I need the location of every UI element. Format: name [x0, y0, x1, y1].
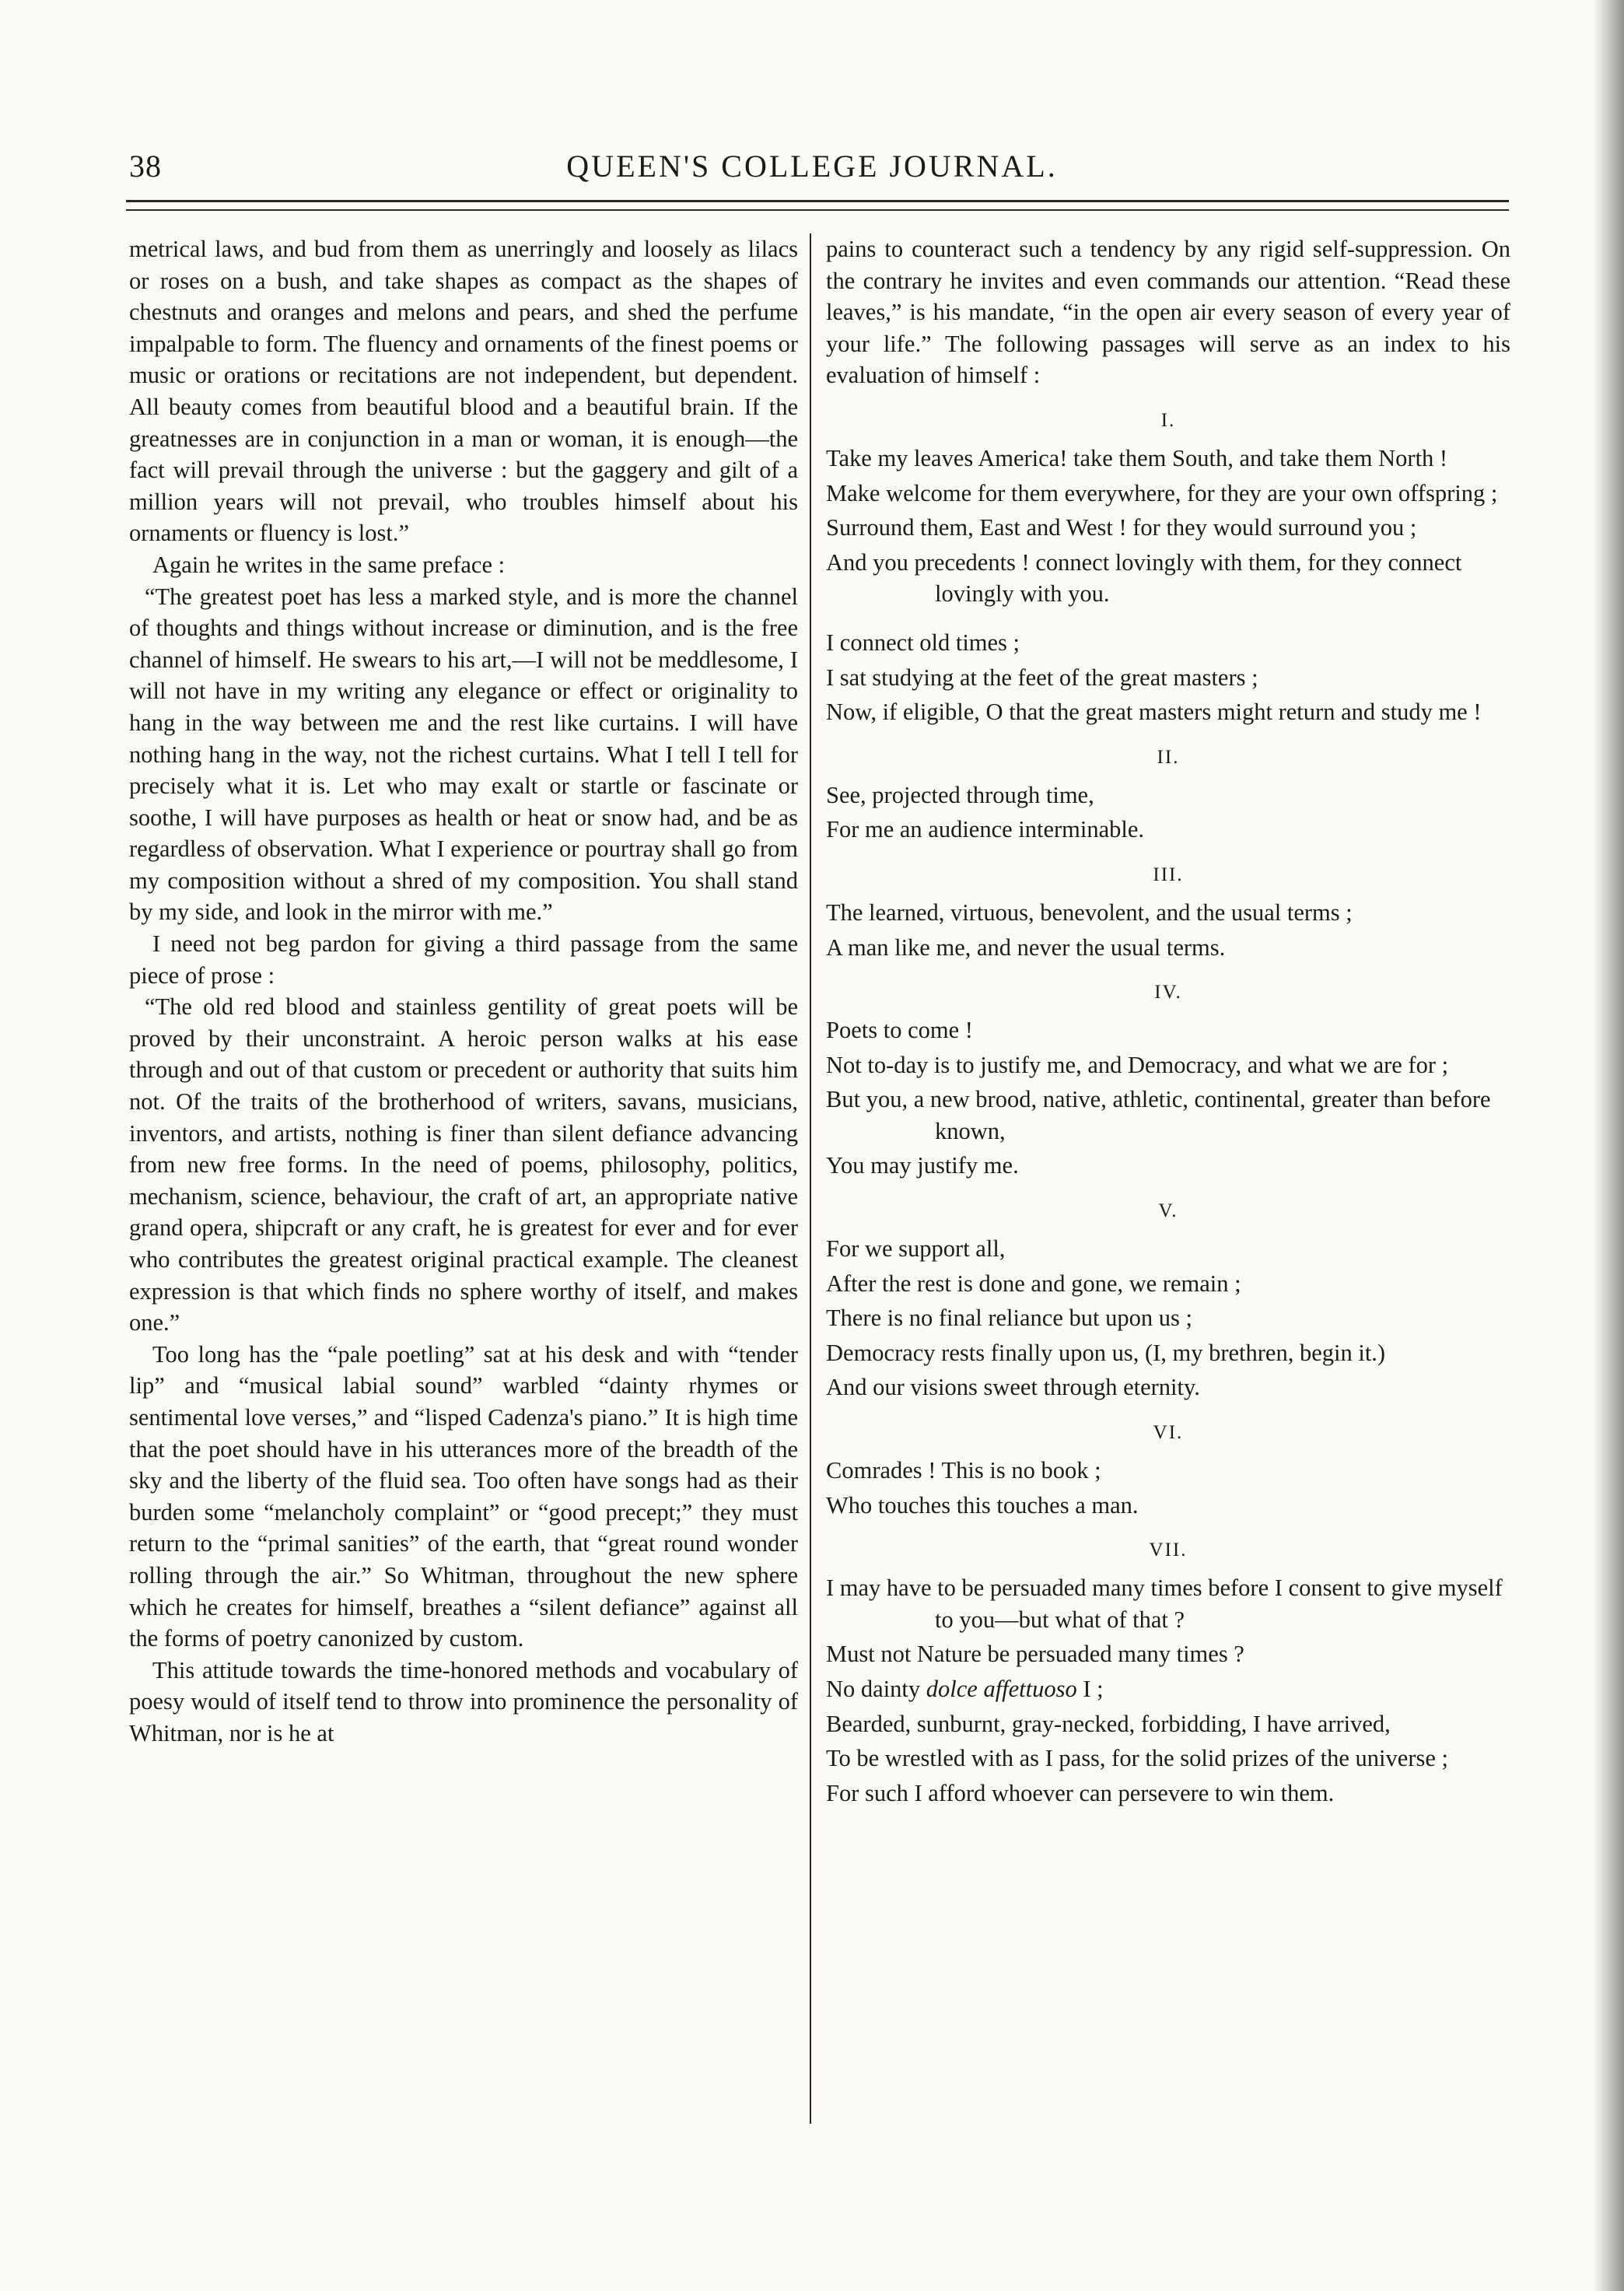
verse-line: To be wrestled with as I pass, for the solid prizes of the universe ;	[826, 1745, 1448, 1772]
right-column	[826, 233, 1510, 1815]
section-numeral: III.	[1153, 864, 1184, 885]
stanza	[826, 627, 1510, 728]
section-numeral: II.	[1157, 746, 1180, 768]
stanza	[826, 1233, 1510, 1403]
verse-line: Surround them, East and West ! for they would surround you ;	[826, 514, 1417, 541]
stanza	[826, 897, 1510, 963]
paragraph: This attitude towards the time-honored methods and vocabulary of poesy would of itself tend to throw into prominence the personality of Whitman, nor is he at	[129, 1656, 798, 1746]
verse-line: Democracy rests finally upon us, (I, my brethren, begin it.)	[826, 1339, 1386, 1366]
left-column	[129, 233, 798, 1750]
verse-line: You may justify me.	[826, 1152, 1019, 1179]
verse-line: Bearded, sunburnt, gray-necked, forbidding, I have arrived,	[826, 1710, 1391, 1737]
verse-line: See, projected through time,	[826, 781, 1094, 808]
stanza	[826, 1014, 1510, 1182]
verse-line: For such I afford whoever can persevere to win them.	[826, 1779, 1335, 1806]
verse-line: Not to-day is to justify me, and Democracy, and what we are for ;	[826, 1051, 1449, 1078]
paragraph: metrical laws, and bud from them as unerringly and loosely as lilacs or roses on a bush, and take shapes as compact as the shapes of chestnuts and oranges and melons and pears, and shed the perfume impalpable to form. The fluency and ornaments of the finest poems or music or orations or recitations are not independent, but dependent. All beauty comes from beautiful blood and a beautiful brain. If the greatnesses are in conjunction in a man or woman, it is enough—the fact will prevail through the universe : but the gaggery and gilt of a million years will not prevail, who troubles himself about his ornaments or fluency is lost.”	[129, 236, 798, 547]
verse-line: I may have to be persuaded many times before I consent to give myself to you—but what of that ?	[826, 1575, 1503, 1633]
quoted-passage: “The old red blood and stainless gentility of great poets will be proved by their unconstraint. A heroic person walks at his ease through and out of that custom or precedent or authority that suits him not. Of the traits of the brotherhood of writers, savans, musicians, inventors, and artists, nothing is finer than silent defiance advancing from new free forms. In the need of poems, philosophy, politics, mechanism, science, behaviour, the craft of art, an appropriate native grand opera, shipcraft or any craft, he is greatest for ever and for ever who contributes the greatest original practical example. The cleanest expression is that which finds no sphere worthy of itself, and makes one.”	[129, 993, 798, 1336]
verse-line: Take my leaves America! take them South, and take them North !	[826, 444, 1448, 471]
verse-line: Must not Nature be persuaded many times ?	[826, 1641, 1244, 1668]
column-divider	[810, 233, 811, 2124]
stanza	[826, 779, 1510, 846]
verse-line: There is no final reliance but upon us ;	[826, 1305, 1192, 1332]
header-rule	[126, 200, 1509, 211]
verse-line: Poets to come !	[826, 1017, 973, 1044]
verse-line: No dainty dolce affettuoso I ;	[826, 1676, 1104, 1702]
verse-line: Who touches this touches a man.	[826, 1491, 1139, 1519]
section-numeral: I.	[1160, 409, 1176, 431]
page-number: 38	[129, 149, 162, 184]
paragraph: I need not beg pardon for giving a third passage from the same piece of prose :	[129, 930, 798, 989]
section-numeral: VI.	[1153, 1422, 1184, 1444]
stanza	[826, 1572, 1510, 1809]
verse-line: For me an audience interminable.	[826, 816, 1145, 843]
verse-line: A man like me, and never the usual terms.	[826, 934, 1226, 961]
section-numeral: IV.	[1154, 982, 1182, 1004]
page-edge-shadow	[1593, 0, 1624, 2291]
verse-line: Now, if eligible, O that the great masters might return and study me !	[826, 699, 1482, 726]
journal-title: QUEEN'S COLLEGE JOURNAL.	[566, 149, 1058, 184]
poem-extracts	[826, 405, 1510, 1809]
intro-paragraph: pains to counteract such a tendency by any rigid self-suppression. On the contrary he invites and even commands our attention. “Read these leaves,” is his mandate, “in the open air every season of every year of your life.” The following passages will serve as an index to his evaluation of himself :	[826, 236, 1510, 389]
verse-line: I connect old times ;	[826, 629, 1020, 656]
verse-line: After the rest is done and gone, we remain ;	[826, 1270, 1241, 1297]
verse-line: And you precedents ! connect lovingly with them, for they connect lovingly with you.	[826, 548, 1462, 608]
section-numeral: V.	[1158, 1200, 1178, 1222]
verse-line: The learned, virtuous, benevolent, and the usual terms ;	[826, 899, 1353, 926]
quoted-passage: “The greatest poet has less a marked style, and is more the channel of thoughts and things without increase or diminution, and is the free channel of himself. He swears to his art,—I will not be meddlesome, I will not have in my writing any elegance or effect or originality to hang in the way between me and the rest like curtains. I will have nothing hang in the way, not the richest curtains. What I tell I tell for precisely what it is. Let who may exalt or startle or fascinate or soothe, I will have purposes as health or heat or snow had, and be as regardless of observation. What I experience or pourtray shall go from my composition without a shred of my composition. You shall stand by my side, and look in the mirror with me.”	[129, 583, 798, 926]
paragraph: Again he writes in the same preface :	[152, 551, 506, 578]
verse-line: But you, a new brood, native, athletic, continental, greater than before known,	[826, 1086, 1491, 1144]
verse-line: And our visions sweet through eternity.	[826, 1374, 1200, 1401]
verse-line: I sat studying at the feet of the great masters ;	[826, 664, 1258, 691]
section-numeral: VII.	[1149, 1540, 1188, 1561]
verse-line: For we support all,	[826, 1235, 1006, 1263]
stanza	[826, 443, 1510, 610]
verse-line: Comrades ! This is no book ;	[826, 1457, 1101, 1484]
verse-line: Make welcome for them everywhere, for they are your own offspring ;	[826, 479, 1498, 506]
stanza	[826, 1455, 1510, 1521]
paragraph: Too long has the “pale poetling” sat at his desk and with “tender lip” and “musical labial sound” warbled “dainty rhymes or sentimental love verses,” and “lisped Cadenza's piano.” It is high time that the poet should have in his utterances more of the breadth of the sky and the liberty of the fluid sea. Too often have songs had as their burden some “melancholy complaint” or “good precept;” they must return to the “primal sanities” of the earth, that “great round wonder rolling through the air.” So Whitman, throughout the new sphere which he creates for himself, breathes a “silent defiance” against all the forms of poetry canonized by custom.	[129, 1340, 798, 1652]
